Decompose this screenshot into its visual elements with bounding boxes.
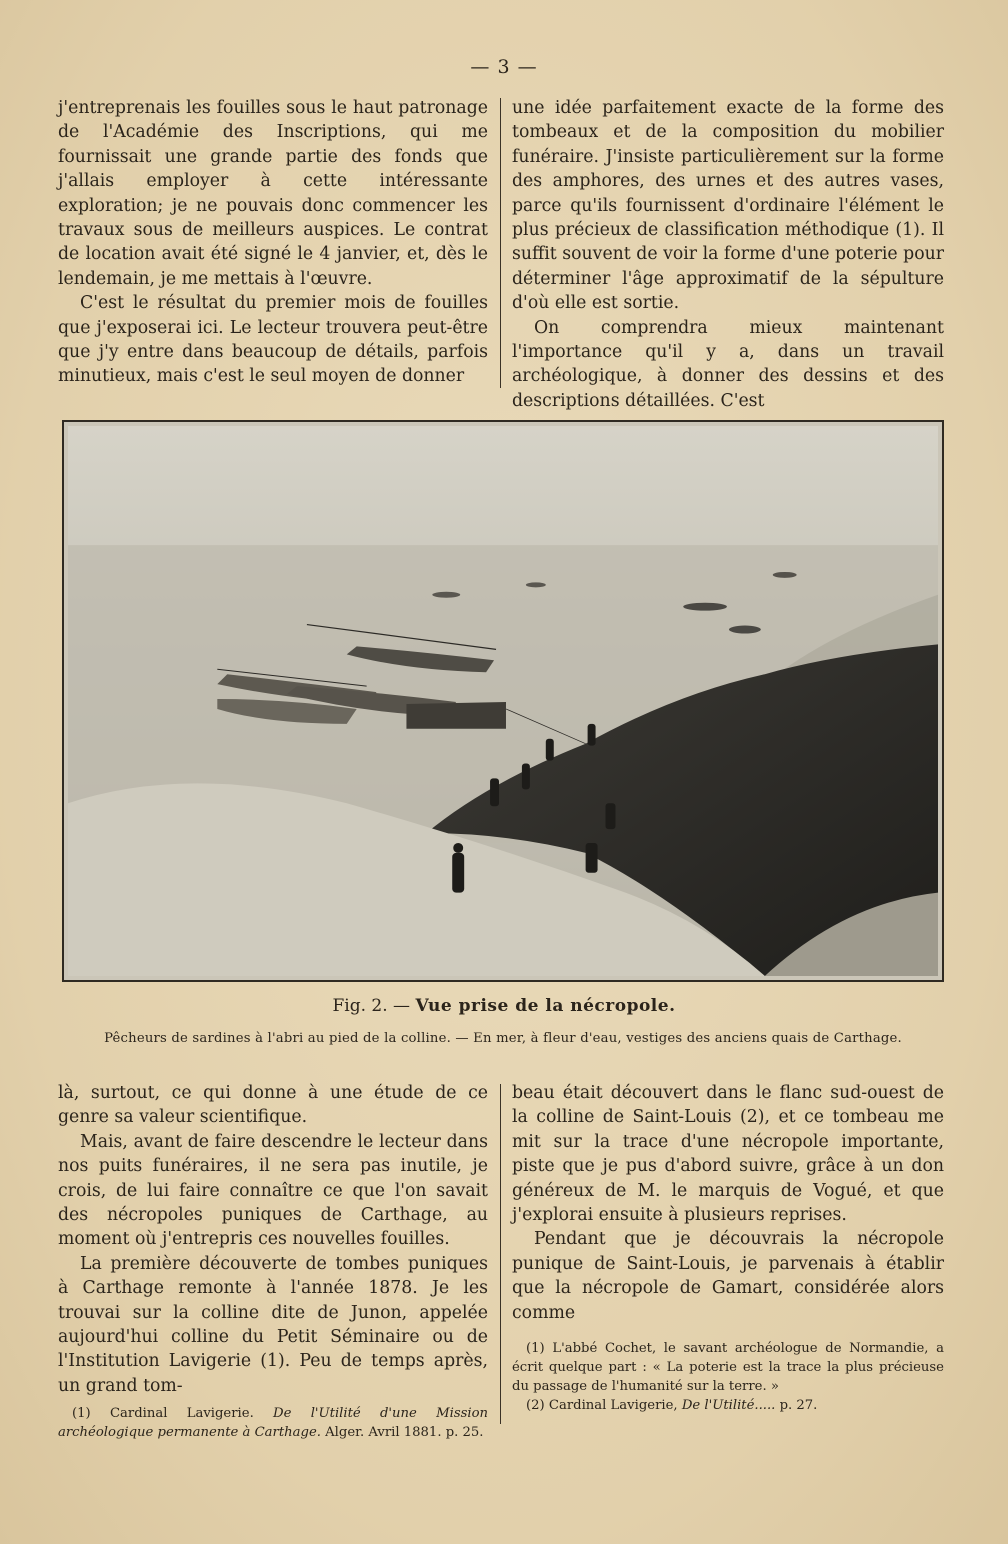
paragraph: Pendant que je découvrais la nécropole punique de Saint-Louis, je parvenais à établir que la nécropole de Gamart, considérée alors comme bbox=[512, 1229, 944, 1323]
paragraph: Mais, avant de faire descendre le lecteur dans nos puits funéraires, il ne sera pas inutile, je crois, de lui faire connaître ce que l'on savait des nécropoles puniques de Carthage, au moment où j'entrepris ces nouvelles fouilles. bbox=[58, 1131, 488, 1250]
column-divider bbox=[500, 98, 501, 388]
footnote-title: De l'Utilité..... bbox=[681, 1398, 776, 1414]
figure-subcaption: Pêcheurs de sardines à l'abri au pied de la colline. — En mer, à fleur d'eau, vestiges des anciens quais de Carthage. bbox=[104, 1031, 902, 1046]
bottom-right-column bbox=[512, 1081, 944, 1415]
figure-photo bbox=[62, 420, 944, 982]
paragraph: une idée parfaitement exacte de la forme des tombeaux et de la composition du mobilier funéraire. J'insiste particulièrement sur la forme des amphores, des urnes et des autres vases, parce qu'ils fournissent d'ordinaire l'élément le plus précieux de classification méthodique (1). Il suffit souvent de voir la forme d'une poterie pour déterminer l'âge approximatif de la sépulture d'où elle est sortie. bbox=[512, 98, 944, 314]
figure-title: Vue prise de la nécropole. bbox=[415, 996, 676, 1016]
top-left-column bbox=[58, 96, 488, 389]
paragraph: là, surtout, ce qui donne à une étude de ce genre sa valeur scientifique. bbox=[58, 1083, 488, 1128]
top-right-column bbox=[512, 96, 944, 413]
footnote-title: De l'Utilité d'une Mission archéologique permanente à Carthage. bbox=[58, 1406, 489, 1441]
footnotes bbox=[58, 1404, 488, 1442]
column-divider bbox=[500, 1084, 501, 1424]
paragraph: beau était découvert dans le flanc sud-ouest de la colline de Saint-Louis (2), et ce tombeau me mit sur la trace d'une nécropole importante, piste que je pus d'abord suivre, grâce à un don généreux de M. le marquis de Vogué, et que j'explorai ensuite à plusieurs reprises. bbox=[512, 1083, 944, 1226]
footnote-suffix: p. 27. bbox=[779, 1398, 818, 1414]
figure-caption-title bbox=[0, 996, 1008, 1016]
footnote: (1) L'abbé Cochet, le savant archéologue de Normandie, a écrit quelque part : « La poterie est la trace la plus précieuse du passage de l'humanité sur la terre. » bbox=[512, 1341, 944, 1395]
footnotes bbox=[512, 1339, 944, 1415]
necropolis-photo bbox=[68, 426, 938, 976]
footnote-prefix: (1) Cardinal Lavigerie. bbox=[72, 1406, 254, 1422]
bottom-left-column bbox=[58, 1081, 488, 1442]
footnote-prefix: (2) Cardinal Lavigerie, bbox=[526, 1398, 678, 1414]
figure-label: Fig. 2. — bbox=[332, 996, 411, 1016]
footnote-suffix: Alger. Avril 1881. p. 25. bbox=[325, 1425, 484, 1441]
paragraph: C'est le résultat du premier mois de fouilles que j'exposerai ici. Le lecteur trouvera peut-être que j'y entre dans beaucoup de détails, parfois minutieux, mais c'est le seul moyen de donner bbox=[58, 293, 488, 387]
footnote bbox=[512, 1396, 944, 1415]
paragraph: La première découverte de tombes puniques à Carthage remonte à l'année 1878. Je les trouvai sur la colline dite de Junon, appelée aujourd'hui colline du Petit Séminaire ou de l'Institution Lavigerie (1). Peu de temps après, un grand tom- bbox=[58, 1253, 488, 1396]
footnote bbox=[58, 1404, 488, 1442]
paragraph: j'entreprenais les fouilles sous le haut patronage de l'Académie des Inscriptions, qui me fournissait une grande partie des fonds que j'allais employer à cette intéressante exploration; je ne pouvais donc commencer les travaux sous de meilleurs auspices. Le contrat de location avait été signé le 4 janvier, et, dès le lendemain, je me mettais à l'œuvre. bbox=[58, 98, 488, 289]
paragraph: On comprendra mieux maintenant l'importance qu'il y a, dans un travail archéologique, à donner des dessins et des descriptions détaillées. C'est bbox=[512, 317, 944, 411]
page-number: — 3 — bbox=[470, 56, 538, 78]
